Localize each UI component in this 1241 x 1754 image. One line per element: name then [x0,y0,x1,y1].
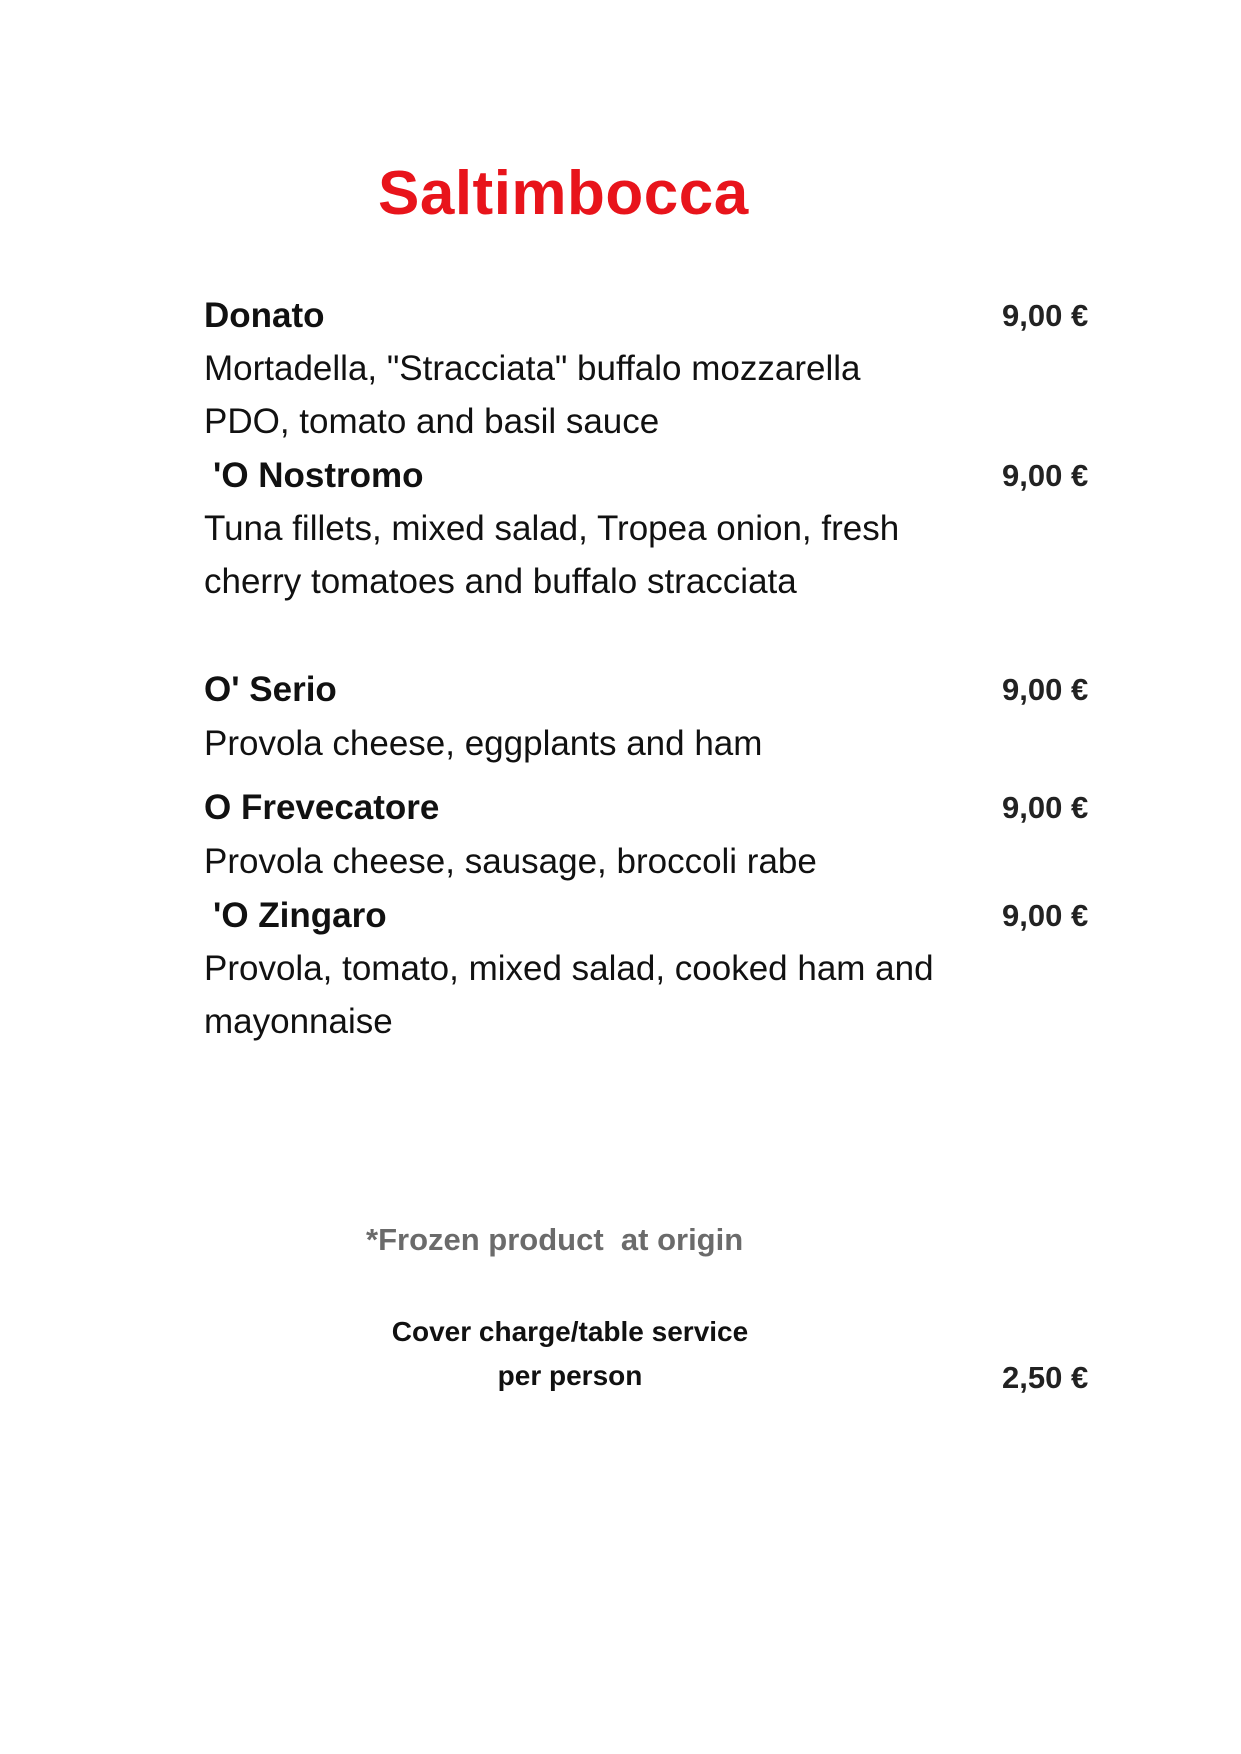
item-name-donato: Donato [204,296,325,335]
item-price-donato: 9,00 € [1002,298,1089,333]
cover-charge-price: 2,50 € [1002,1360,1089,1395]
item-name-frevecatore: O Frevecatore [204,788,440,827]
item-name-nostromo: 'O Nostromo [213,456,424,495]
frozen-product-note: *Frozen product at origin [366,1222,744,1257]
item-description-frevecatore: Provola cheese, sausage, broccoli rabe [204,842,817,881]
item-name-serio: O' Serio [204,670,337,709]
item-name-zingaro: 'O Zingaro [213,896,387,935]
item-description-serio: Provola cheese, eggplants and ham [204,724,763,763]
item-description-donato: Mortadella, "Stracciata" buffalo mozzarella PDO, tomato and basil sauce [204,349,861,441]
menu-title: Saltimbocca [378,159,749,228]
cover-charge-per-person: per person [497,1360,643,1391]
item-description-nostromo: Tuna fillets, mixed salad, Tropea onion, fresh cherry tomatoes and buffalo stracciata [204,509,900,601]
item-price-zingaro: 9,00 € [1002,898,1089,933]
item-price-frevecatore: 9,00 € [1002,790,1089,825]
cover-charge-label: Cover charge/table service [391,1316,749,1347]
item-price-serio: 9,00 € [1002,672,1089,707]
item-description-zingaro: Provola, tomato, mixed salad, cooked ham and mayonnaise [204,949,934,1041]
item-price-nostromo: 9,00 € [1002,458,1089,493]
